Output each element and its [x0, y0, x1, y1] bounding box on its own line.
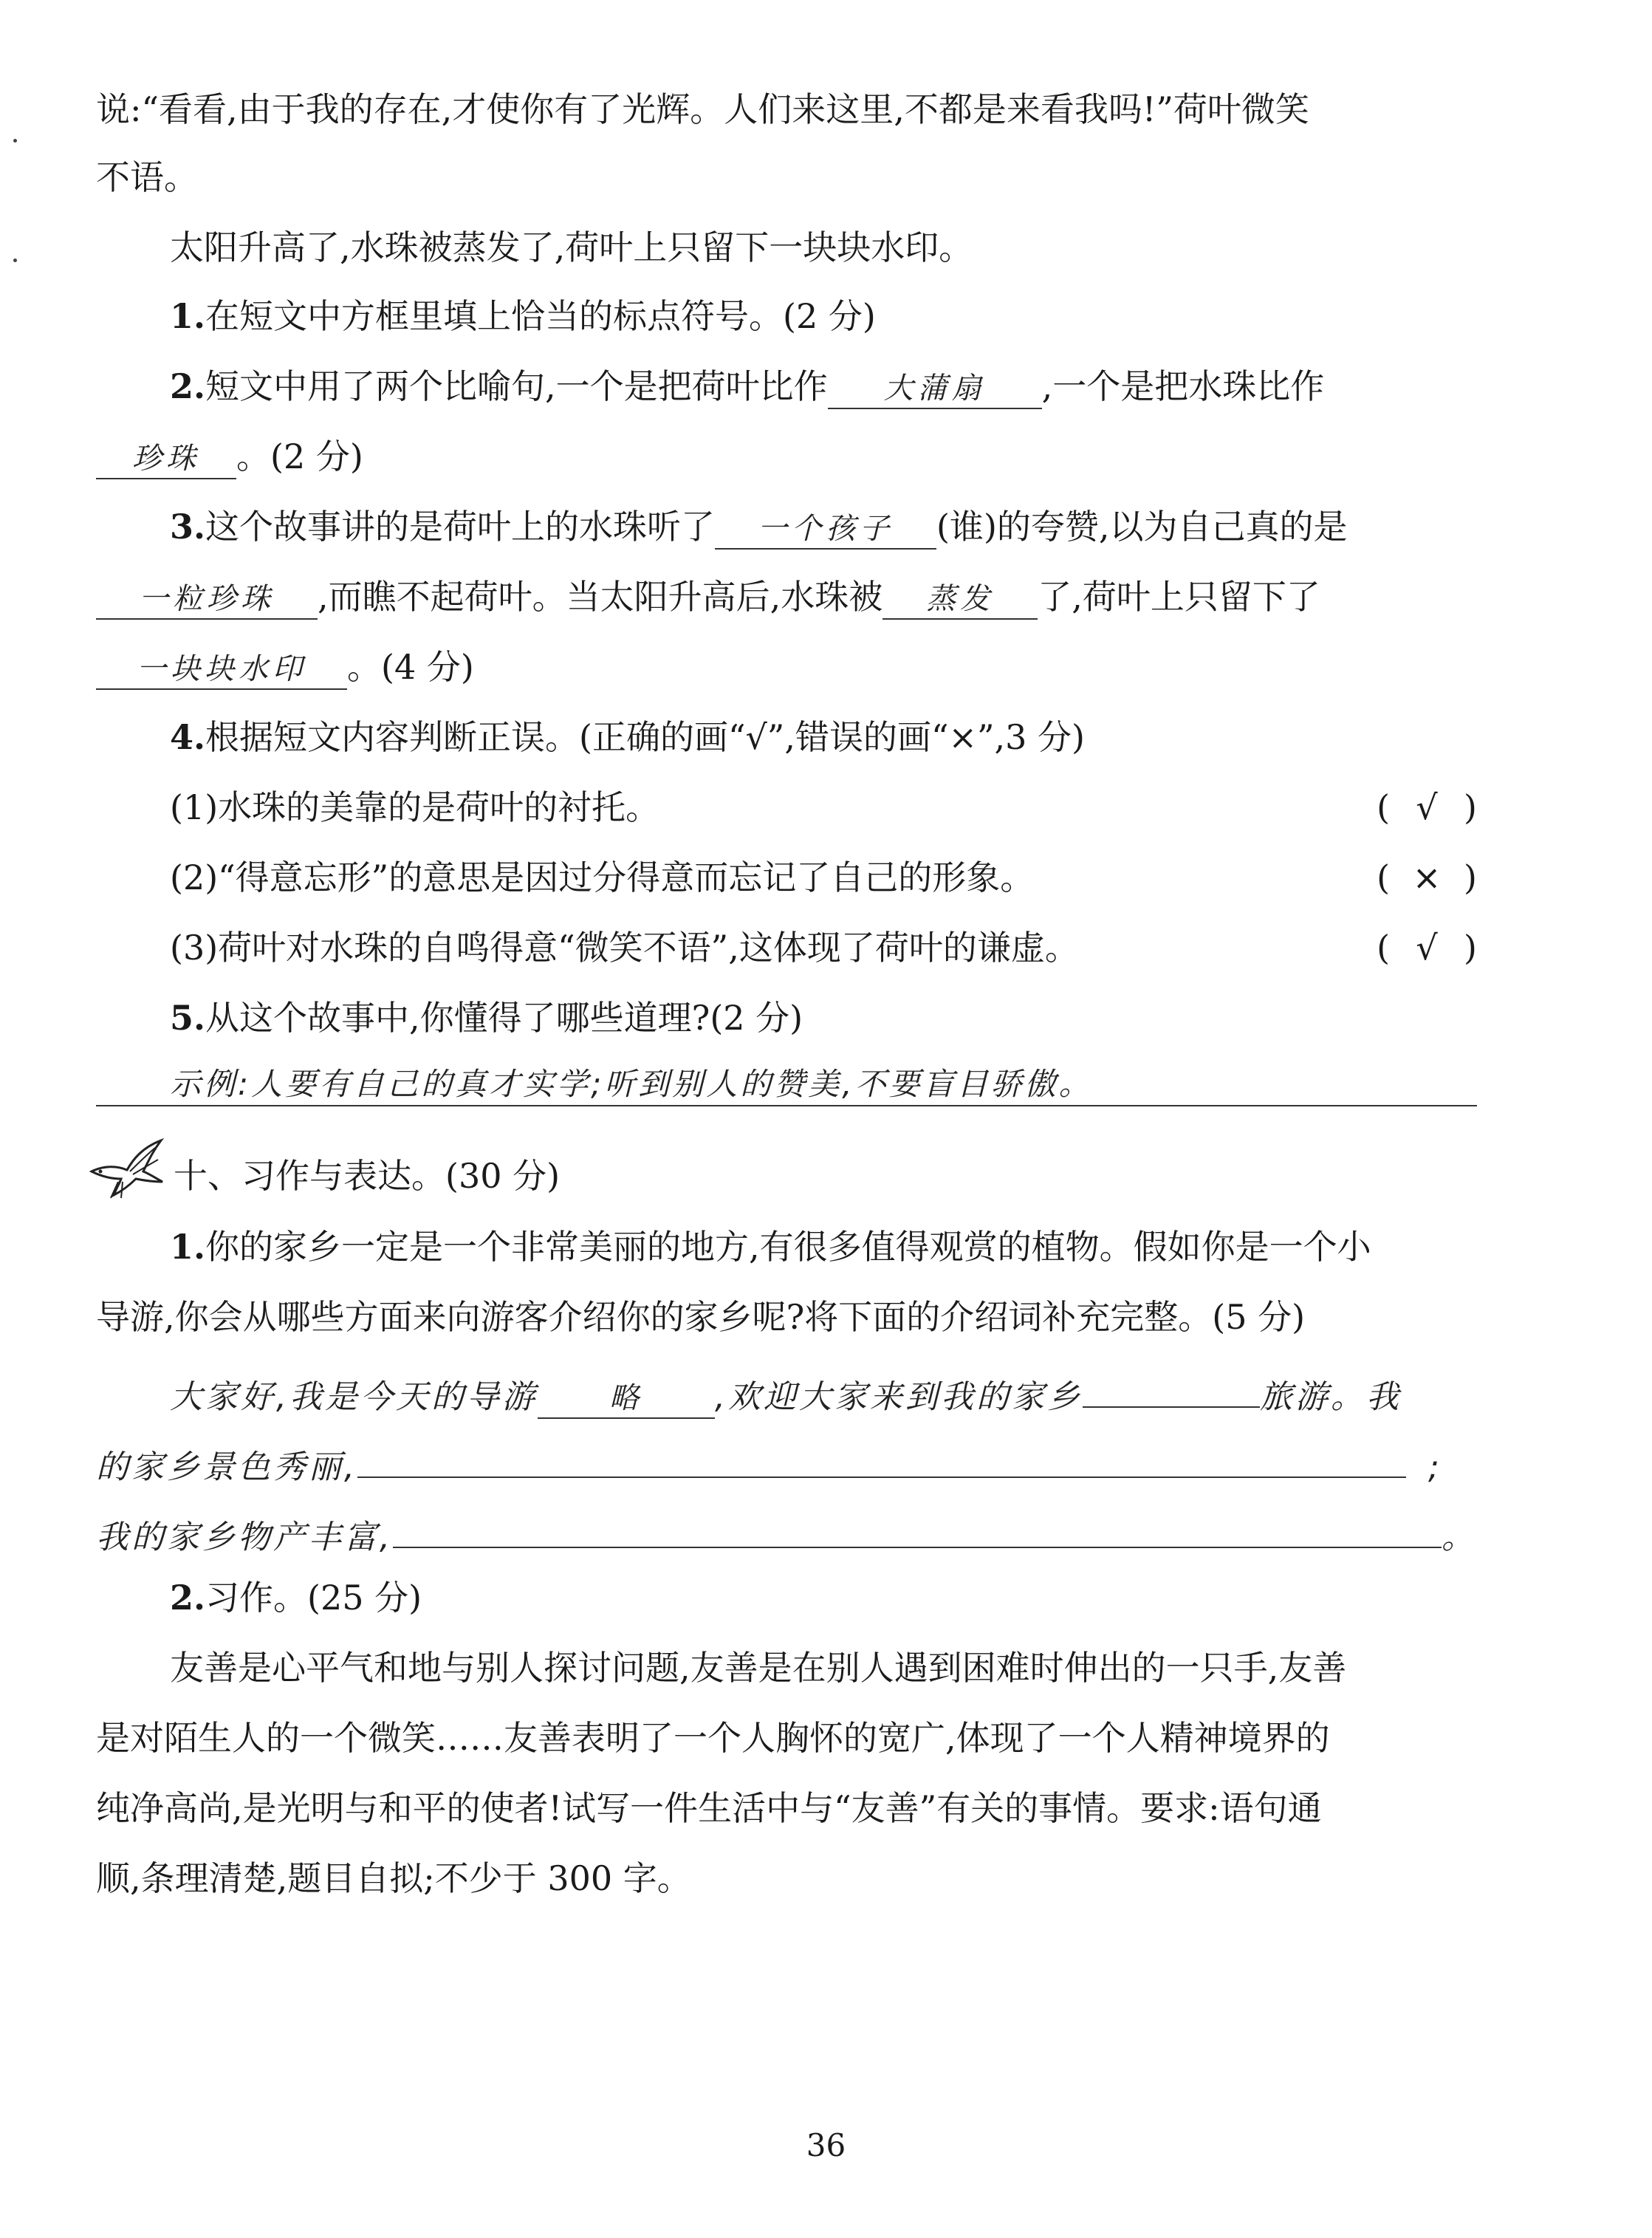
scan-speck: [13, 259, 17, 262]
writing-prompt-line-2: 是对陌生人的一个微笑……友善表明了一个人胸怀的宽广,体现了一个人精神境界的: [96, 1718, 1330, 1758]
intro-text: 我的家乡物产丰富,: [96, 1519, 393, 1556]
question-1: [170, 294, 1477, 338]
section-10-title: 十、习作与表达。(30 分): [174, 1156, 561, 1196]
question-3-cont2: [96, 645, 1477, 690]
section-10-question-2: [170, 1575, 1477, 1620]
judgement-item-3: [170, 925, 1477, 970]
intro-text: 的家乡景色秀丽,: [96, 1448, 357, 1486]
bird-icon: [89, 1137, 166, 1200]
answer-blank: 一粒珍珠: [96, 577, 318, 620]
judgement-text: (3)荷叶对水珠的自鸣得意“微笑不语”,这体现了荷叶的谦虚。: [170, 928, 1079, 968]
answer-blank: 珍珠: [96, 437, 236, 479]
question-text: (谁)的夸赞,以为自己真的是: [936, 507, 1348, 547]
question-number: 1.: [170, 296, 206, 336]
check-mark: √: [1416, 787, 1438, 827]
question-5: [170, 996, 1477, 1040]
hometown-blank: [1083, 1365, 1260, 1408]
tour-intro-fill-2: [96, 1435, 1477, 1490]
question-text: ,而瞧不起荷叶。当太阳升高后,水珠被: [318, 577, 883, 617]
check-mark: √: [1416, 928, 1438, 968]
question-number: 4.: [170, 717, 206, 757]
passage-line-3: 太阳升高了,水珠被蒸发了,荷叶上只留下一块块水印。: [170, 227, 973, 267]
question-text: 从这个故事中,你懂得了哪些道理?(2 分): [205, 998, 803, 1038]
judgement-answer: ( √ ): [1329, 925, 1477, 970]
question-text: 根据短文内容判断正误。(正确的画“√”,错误的画“×”,3 分): [205, 717, 1085, 757]
judgement-answer: ( × ): [1329, 855, 1477, 900]
question-text: 在短文中方框里填上恰当的标点符号。(2 分): [205, 296, 876, 336]
scan-speck: [13, 139, 17, 143]
intro-text: 旅游。我: [1260, 1378, 1402, 1416]
cross-mark: ×: [1412, 858, 1442, 897]
question-text: ,一个是把水珠比作: [1041, 366, 1325, 406]
judgement-text: (1)水珠的美靠的是荷叶的衬托。: [170, 787, 660, 827]
question-number: 2.: [170, 366, 206, 406]
question-3-cont: [96, 575, 1477, 620]
judgement-text: (2)“得意忘形”的意思是因过分得意而忘记了自己的形象。: [170, 858, 1035, 897]
section-10-question-1: [170, 1225, 1477, 1269]
passage-line-1: 说:“看看,由于我的存在,才使你有了光辉。人们来这里,不都是来看我吗!”荷叶微笑: [96, 89, 1309, 129]
question-text: 习作。(25 分): [205, 1578, 422, 1618]
question-3: [170, 504, 1477, 550]
scenery-blank: [357, 1435, 1406, 1478]
question-5-answer: 示例:人要有自己的真才实学;听到别人的赞美,不要盲目骄傲。: [170, 1066, 1093, 1102]
question-2-cont: [96, 434, 1477, 479]
question-4: [170, 715, 1477, 759]
passage-line-2: 不语。: [96, 157, 198, 197]
question-text: 。(2 分): [236, 437, 363, 476]
tour-intro-fill-3: [96, 1505, 1477, 1560]
question-text: 这个故事讲的是荷叶上的水珠听了: [205, 507, 716, 547]
intro-text: ;: [1428, 1448, 1442, 1486]
intro-text: 大家好,我是今天的导游: [170, 1378, 538, 1416]
question-text: 了,荷叶上只留下了: [1038, 577, 1320, 617]
judgement-item-1: [170, 785, 1477, 829]
intro-text: ,欢迎大家来到我的家乡: [715, 1378, 1083, 1416]
writing-prompt-line-4: 顺,条理清楚,题目自拟;不少于 300 字。: [96, 1858, 691, 1898]
answer-line: [96, 1105, 1477, 1106]
question-number: 3.: [170, 507, 206, 547]
page-number: 36: [806, 2127, 846, 2163]
answer-blank: 一块块水印: [96, 647, 347, 690]
products-blank: [393, 1505, 1442, 1548]
answer-blank: 蒸发: [882, 577, 1038, 620]
question-text: 短文中用了两个比喻句,一个是把荷叶比作: [205, 366, 828, 406]
writing-prompt-line-3: 纯净高尚,是光明与和平的使者!试写一件生活中与“友善”有关的事情。要求:语句通: [96, 1788, 1322, 1828]
section-10-question-1-cont: 导游,你会从哪些方面来向游客介绍你的家乡呢?将下面的介绍词补充完整。(5 分): [96, 1297, 1306, 1337]
question-2: [170, 364, 1477, 409]
intro-text: 。: [1442, 1519, 1477, 1556]
answer-blank: 一个孩子: [715, 507, 936, 550]
guide-name-blank: 略: [538, 1376, 715, 1419]
question-text: 你的家乡一定是一个非常美丽的地方,有很多值得观赏的植物。假如你是一个小: [205, 1227, 1371, 1267]
question-number: 1.: [170, 1227, 206, 1267]
question-number: 5.: [170, 998, 206, 1038]
answer-blank: 大蒲扇: [828, 366, 1042, 409]
judgement-answer: ( √ ): [1329, 785, 1477, 829]
question-text: 。(4 分): [347, 647, 474, 687]
question-number: 2.: [170, 1578, 206, 1618]
judgement-item-2: [170, 855, 1477, 900]
writing-prompt-line-1: 友善是心平气和地与别人探讨问题,友善是在别人遇到困难时伸出的一只手,友善: [170, 1648, 1347, 1688]
tour-intro-fill-1: [170, 1365, 1477, 1420]
